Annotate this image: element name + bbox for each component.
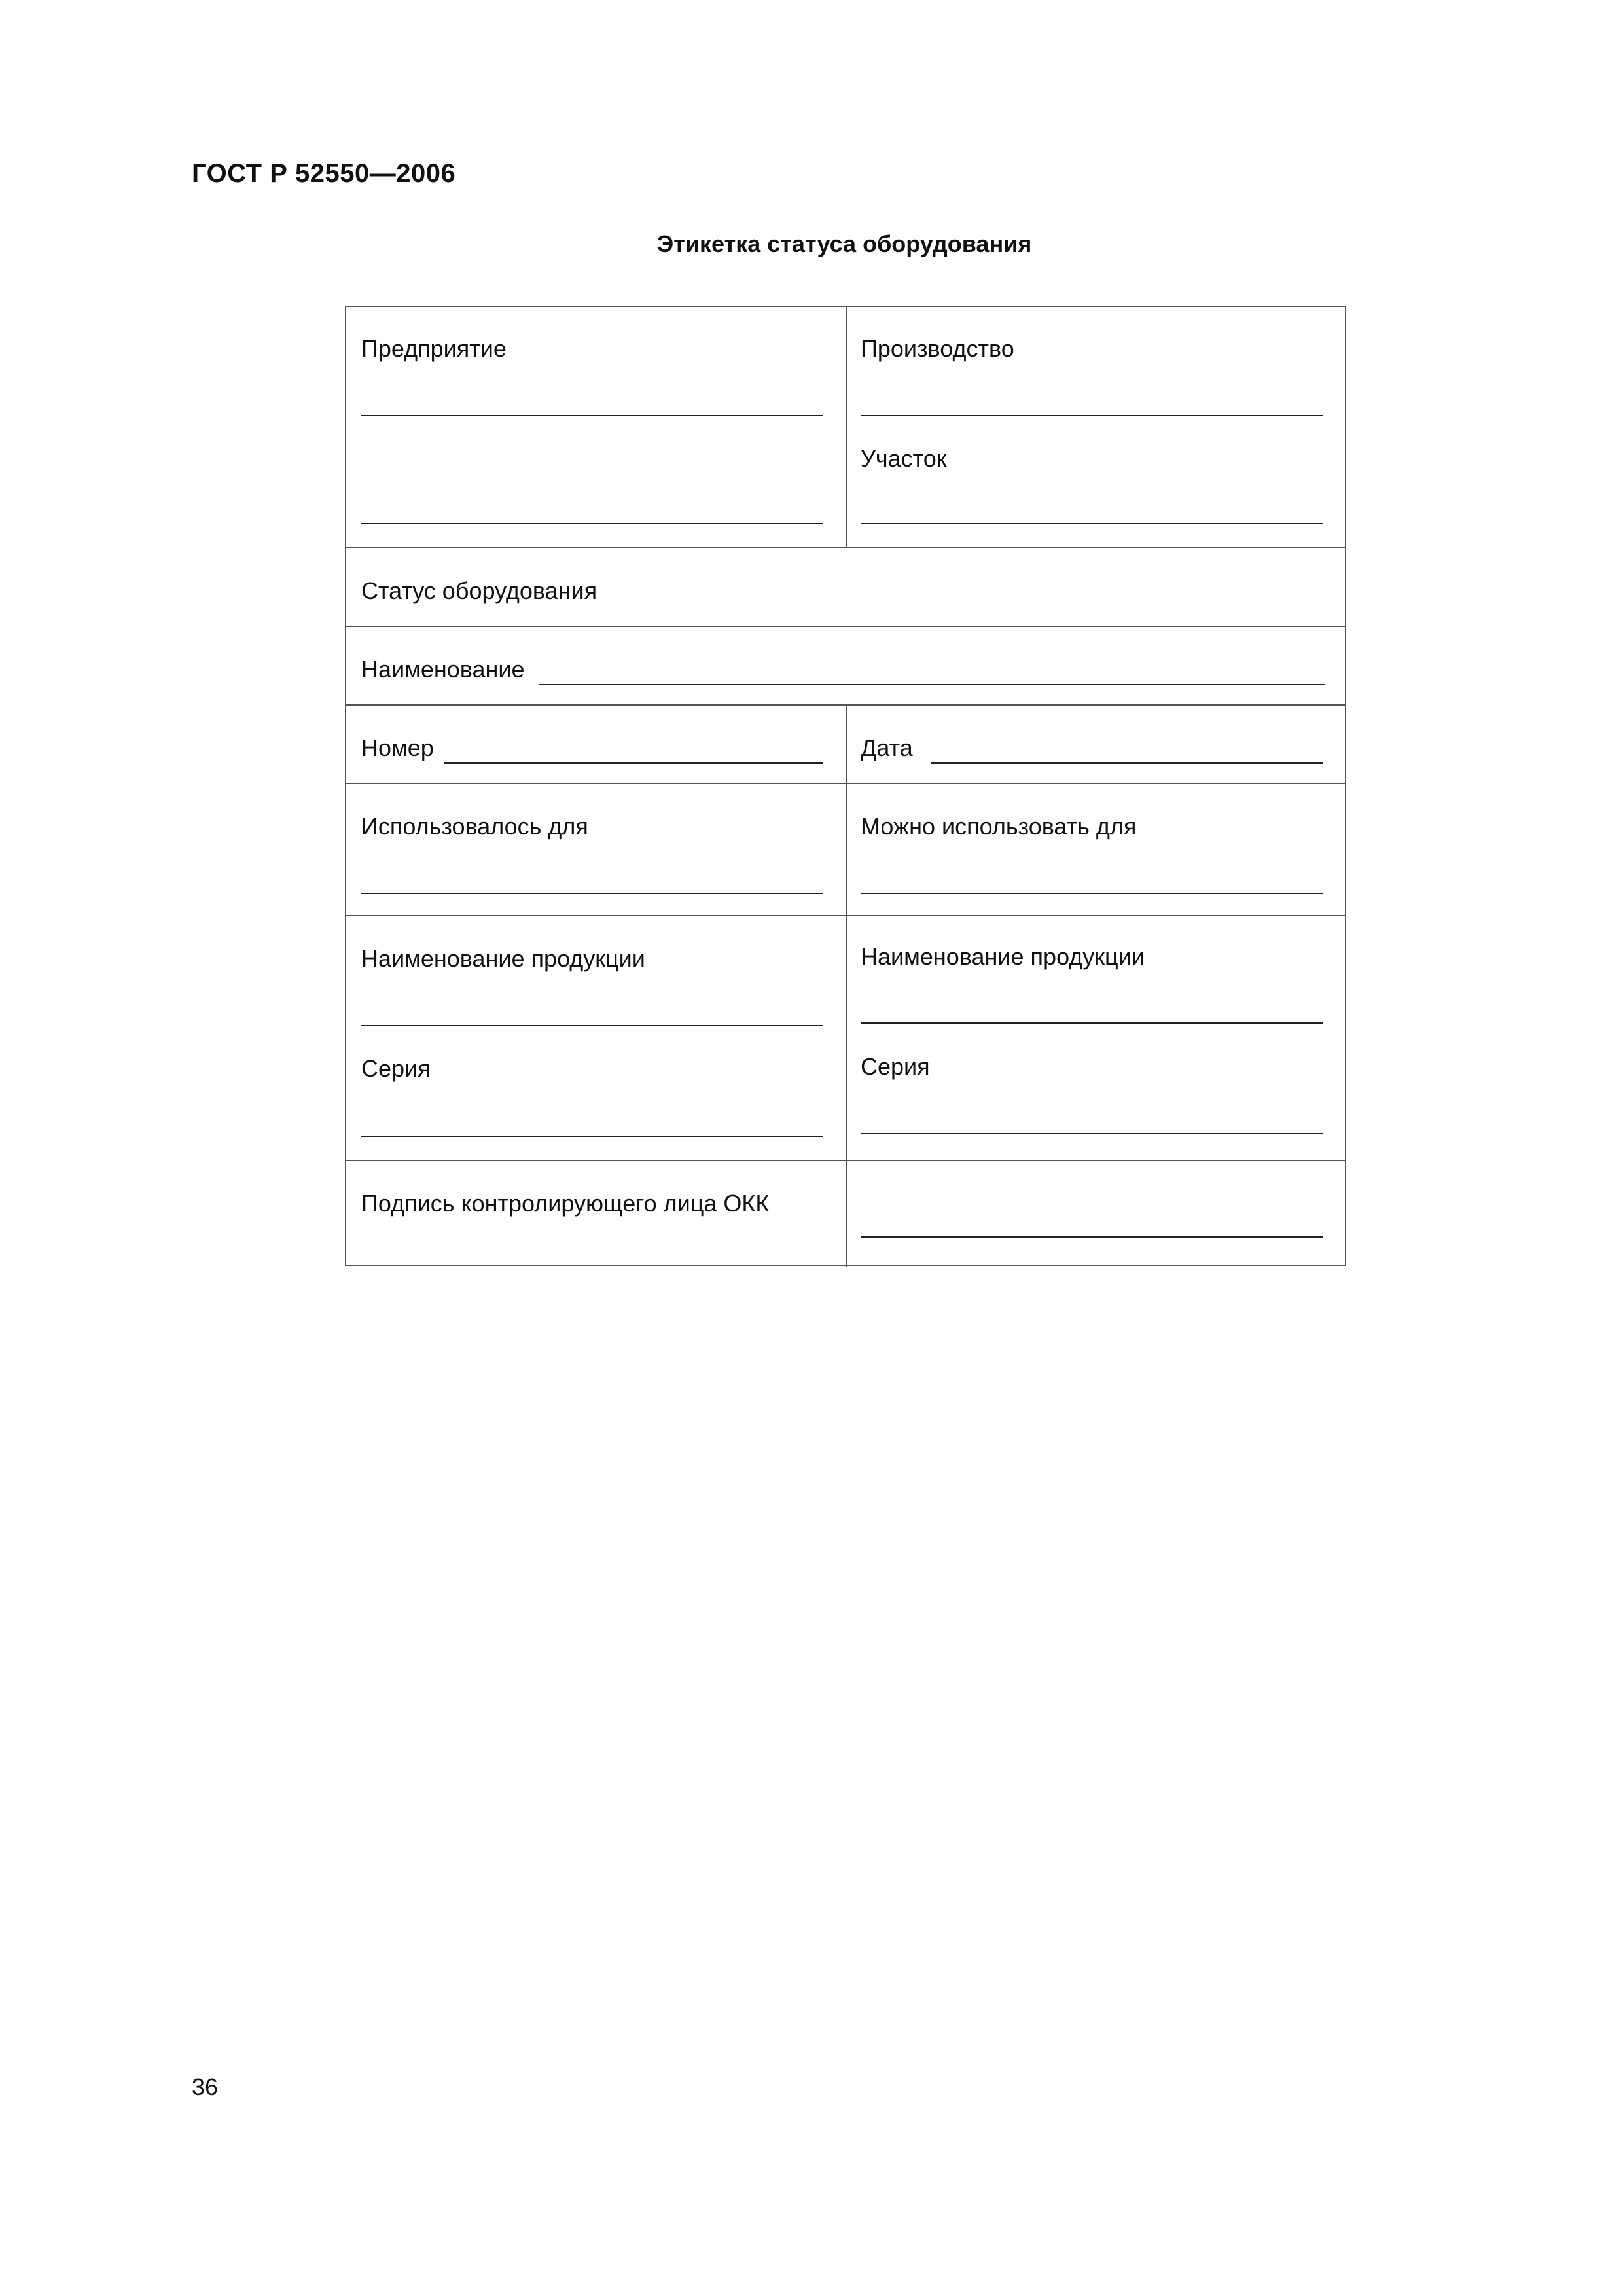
column-divider: [846, 307, 847, 547]
equipment-status-label: Статус оборудования: [361, 577, 597, 604]
number-label: Номер: [361, 734, 434, 761]
used-for-label: Использовалось для: [361, 813, 588, 840]
page-number: 36: [192, 2073, 219, 2100]
series-left-label: Серия: [361, 1055, 431, 1082]
enterprise-field-2[interactable]: [361, 523, 823, 524]
document-code: ГОСТ Р 52550—2006: [192, 159, 456, 188]
can-use-for-field[interactable]: [861, 893, 1323, 894]
section-field[interactable]: [861, 523, 1323, 524]
row-divider: [346, 626, 1345, 627]
enterprise-field[interactable]: [361, 415, 823, 416]
series-right-field[interactable]: [861, 1133, 1323, 1134]
product-name-right-field[interactable]: [861, 1022, 1323, 1024]
enterprise-label: Предприятие: [361, 335, 507, 362]
product-name-right-label: Наименование продукции: [861, 943, 1145, 970]
product-name-left-field[interactable]: [361, 1025, 823, 1026]
column-divider: [846, 704, 847, 1267]
used-for-field[interactable]: [361, 893, 823, 894]
production-field[interactable]: [861, 415, 1323, 416]
date-field[interactable]: [931, 762, 1323, 764]
series-right-label: Серия: [861, 1053, 930, 1080]
can-use-for-label: Можно использовать для: [861, 813, 1137, 840]
name-label: Наименование: [361, 656, 525, 683]
equipment-status-label-form: [345, 306, 1346, 1266]
section-label: Участок: [861, 445, 947, 472]
name-field[interactable]: [539, 684, 1325, 685]
signature-field[interactable]: [861, 1236, 1323, 1238]
signature-label: Подпись контролирующего лица ОКК: [361, 1190, 770, 1217]
series-left-field[interactable]: [361, 1136, 823, 1137]
row-divider: [346, 547, 1345, 548]
date-label: Дата: [861, 734, 913, 761]
form-title: Этикетка статуса оборудования: [656, 230, 1032, 257]
production-label: Производство: [861, 335, 1014, 362]
product-name-left-label: Наименование продукции: [361, 945, 645, 972]
number-field[interactable]: [444, 762, 823, 764]
